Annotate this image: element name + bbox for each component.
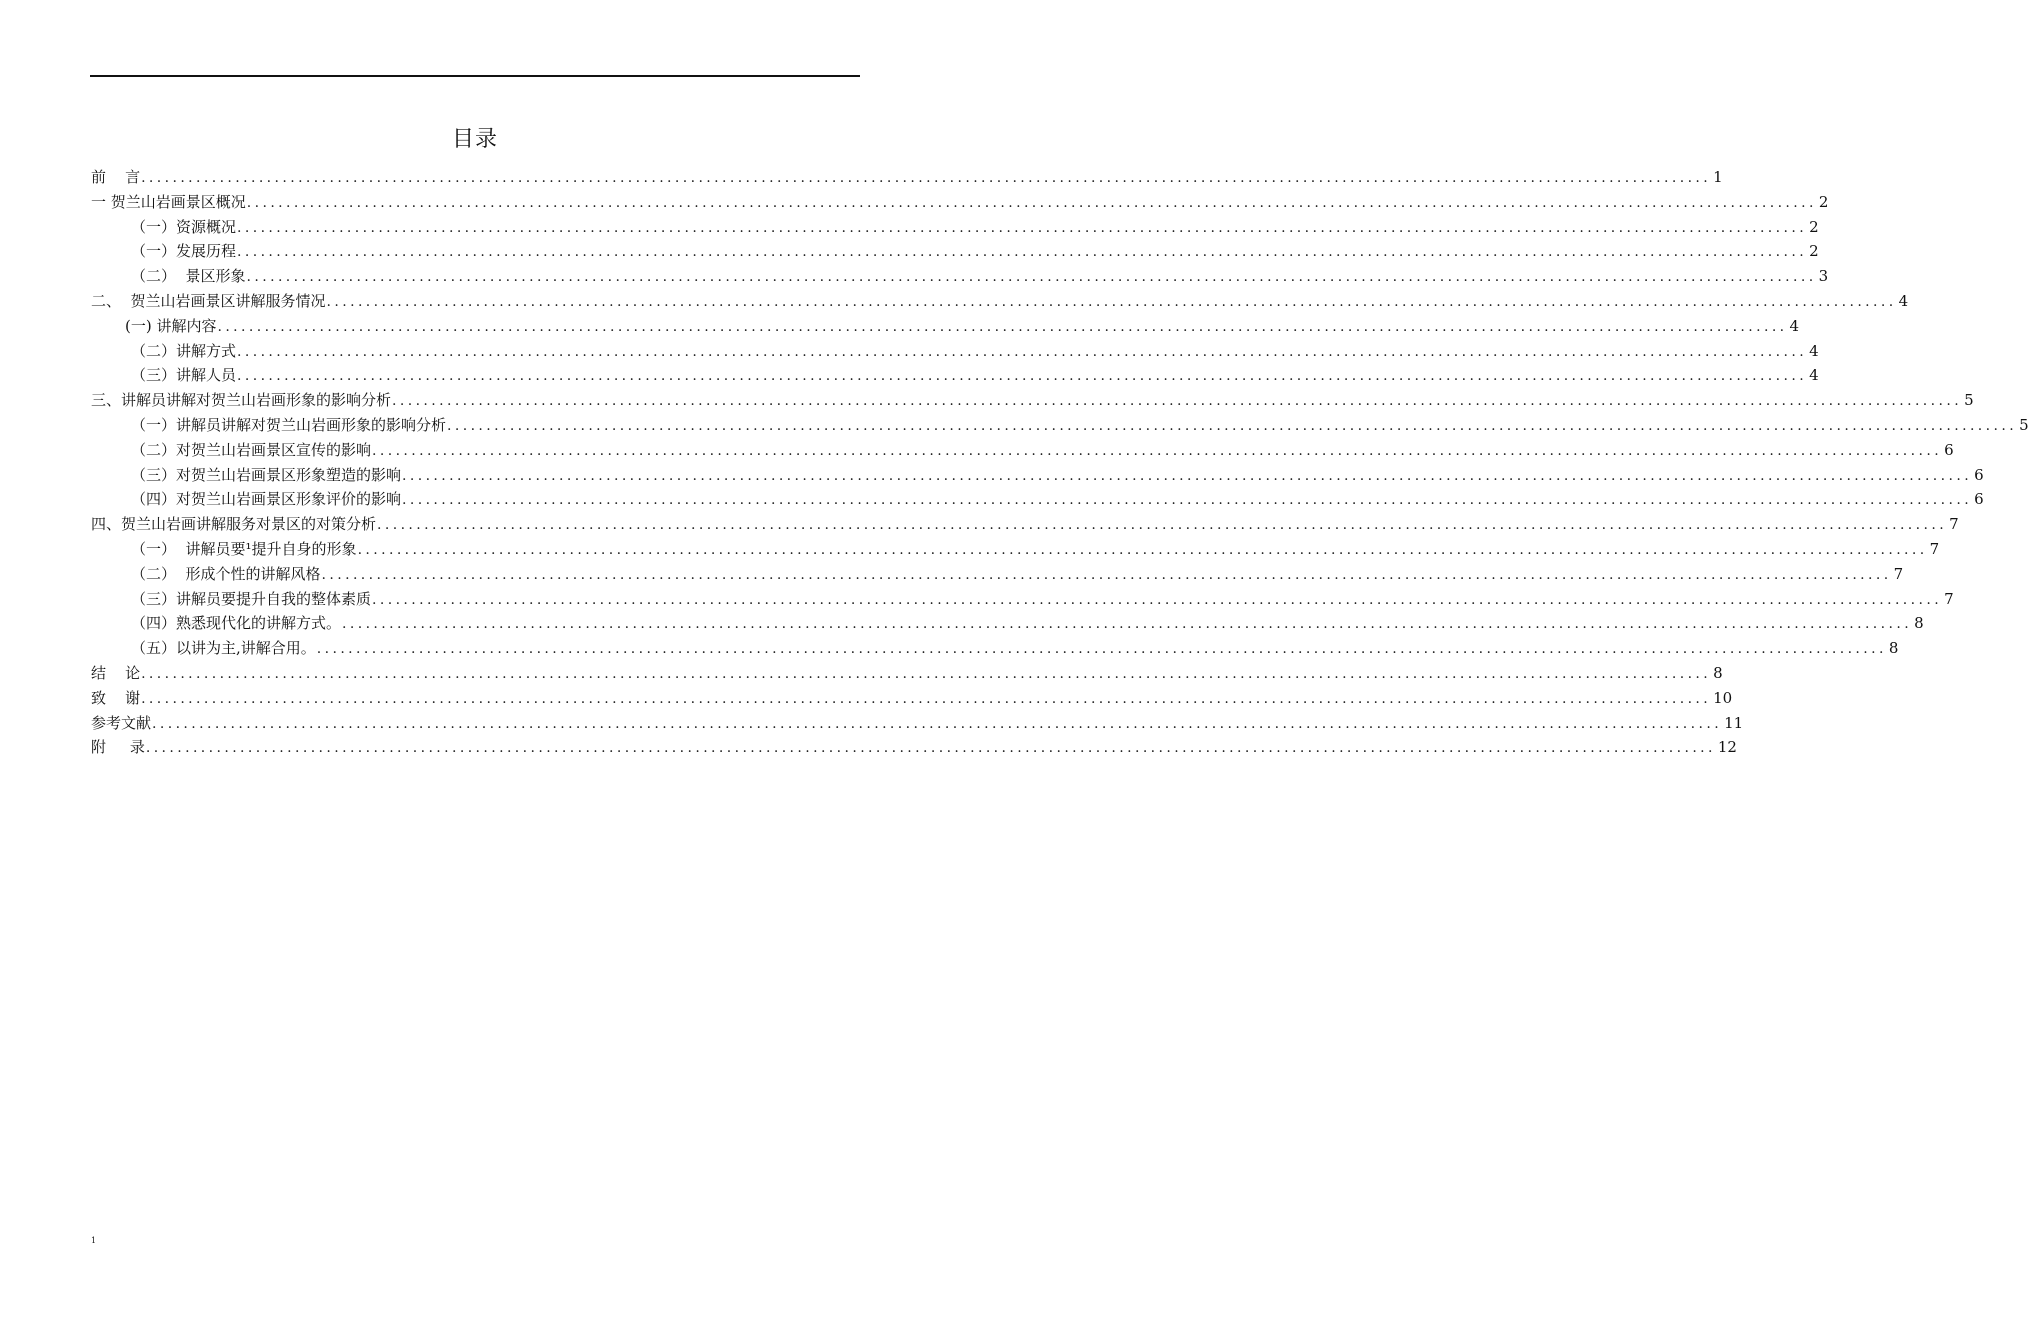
- toc-leader-dots: ........................................................................................................................................................................................................: [326, 293, 1897, 310]
- toc-entry-page: 4: [1809, 366, 1819, 385]
- toc-entry-page: 2: [1809, 242, 1819, 261]
- toc-entry-label: （一）发展历程: [131, 242, 237, 261]
- toc-entry[interactable]: [91, 165, 1723, 190]
- toc-entry-page: 8: [1914, 614, 1924, 633]
- toc-entry-page: 4: [1809, 341, 1819, 360]
- toc-entry-page: 2: [1809, 217, 1819, 236]
- header-rule: [90, 75, 860, 77]
- toc-entry-page: 12: [1717, 738, 1737, 757]
- toc-entry-label: 二、 贺兰山岩画景区讲解服务情况: [91, 291, 326, 310]
- toc-entry-label: 一 贺兰山岩画景区概况: [91, 192, 246, 211]
- toc-entry-page: 6: [1974, 490, 1984, 509]
- toc-entry[interactable]: [91, 487, 1984, 512]
- toc-entry[interactable]: [91, 611, 1924, 636]
- toc-leader-dots: ........................................................................................................................................................................................................: [237, 219, 1808, 236]
- toc-entry[interactable]: [91, 537, 1940, 562]
- toc-entry[interactable]: [91, 264, 1829, 289]
- page-title: 目录: [451, 127, 498, 152]
- toc-leader-dots: ........................................................................................................................................................................................................: [217, 318, 1788, 335]
- toc-leader-dots: ........................................................................................................................................................................................................: [402, 467, 1973, 484]
- table-of-contents: [91, 165, 2029, 760]
- toc-leader-dots: ........................................................................................................................................................................................................: [402, 492, 1973, 509]
- toc-leader-dots: ........................................................................................................................................................................................................: [246, 269, 1817, 286]
- toc-entry[interactable]: [91, 363, 1819, 388]
- toc-entry[interactable]: [91, 463, 1984, 488]
- toc-entry-page: 7: [1949, 515, 1959, 534]
- toc-entry-label: （二） 形成个性的讲解风格: [131, 564, 321, 583]
- toc-entry-page: 4: [1898, 291, 1909, 310]
- toc-leader-dots: ........................................................................................................................................................................................................: [237, 343, 1808, 360]
- toc-entry-page: 6: [1944, 440, 1954, 459]
- toc-entry-label: （二）对贺兰山岩画景区宣传的影响: [131, 440, 372, 459]
- toc-leader-dots: ........................................................................................................................................................................................................: [141, 690, 1712, 707]
- toc-entry[interactable]: [91, 314, 1800, 339]
- toc-entry-label: （三）讲解员要提升自我的整体素质: [131, 589, 372, 608]
- toc-entry-label: （三）对贺兰山岩画景区形象塑造的影响: [131, 465, 402, 484]
- footnote-marker: 1: [91, 1236, 97, 1245]
- toc-entry[interactable]: [91, 735, 1737, 760]
- toc-entry[interactable]: [91, 587, 1954, 612]
- toc-entry[interactable]: [91, 438, 1954, 463]
- toc-entry-label: （二） 景区形象: [131, 267, 246, 286]
- toc-entry[interactable]: [91, 289, 1909, 314]
- toc-entry-page: 8: [1888, 639, 1899, 658]
- toc-entry-label: （一）讲解员讲解对贺兰山岩画形象的影响分析: [131, 415, 447, 434]
- toc-leader-dots: ........................................................................................................................................................................................................: [447, 417, 2018, 434]
- toc-entry[interactable]: [91, 339, 1819, 364]
- toc-leader-dots: ........................................................................................................................................................................................................: [372, 591, 1943, 608]
- toc-entry-page: 5: [2019, 415, 2029, 434]
- toc-entry-label: （三）讲解人员: [131, 366, 237, 385]
- toc-entry-page: 11: [1724, 713, 1744, 732]
- toc-leader-dots: ........................................................................................................................................................................................................: [145, 740, 1716, 757]
- toc-leader-dots: ........................................................................................................................................................................................................: [321, 566, 1892, 583]
- toc-leader-dots: ........................................................................................................................................................................................................: [237, 368, 1808, 385]
- toc-entry[interactable]: [91, 636, 1899, 661]
- toc-entry[interactable]: [91, 215, 1819, 240]
- toc-entry-page: 1: [1713, 168, 1723, 186]
- toc-leader-dots: ........................................................................................................................................................................................................: [316, 641, 1887, 658]
- toc-entry-label: （五）以讲为主,讲解合用。: [131, 639, 316, 658]
- toc-entry-label: 四、贺兰山岩画讲解服务对景区的对策分析: [91, 515, 377, 534]
- toc-entry-label: 致 谢: [91, 688, 141, 707]
- toc-entry[interactable]: [91, 413, 2029, 438]
- toc-entry-page: 10: [1713, 688, 1733, 707]
- toc-leader-dots: ........................................................................................................................................................................................................: [357, 541, 1928, 558]
- toc-entry[interactable]: [91, 512, 1959, 537]
- toc-entry-page: 7: [1893, 564, 1904, 583]
- toc-leader-dots: ........................................................................................................................................................................................................: [141, 665, 1712, 682]
- toc-entry-page: 2: [1818, 192, 1829, 211]
- toc-entry[interactable]: [91, 686, 1733, 711]
- toc-leader-dots: ........................................................................................................................................................................................................: [377, 517, 1948, 534]
- toc-entry-label: 附 录: [91, 738, 145, 757]
- toc-entry-label: （四）熟悉现代化的讲解方式。: [131, 614, 342, 633]
- toc-leader-dots: ........................................................................................................................................................................................................: [372, 442, 1943, 459]
- toc-entry-label: （二）讲解方式: [131, 341, 237, 360]
- toc-leader-dots: ........................................................................................................................................................................................................: [392, 393, 1963, 410]
- toc-entry-label: 结 论: [91, 663, 141, 682]
- toc-entry[interactable]: [91, 190, 1829, 215]
- toc-entry[interactable]: [91, 711, 1744, 736]
- toc-leader-dots: ........................................................................................................................................................................................................: [152, 715, 1723, 732]
- toc-leader-dots: ........................................................................................................................................................................................................: [237, 244, 1808, 261]
- toc-entry[interactable]: [91, 388, 1974, 413]
- toc-entry-label: 参考文献: [91, 713, 152, 732]
- toc-entry-label: （一） 讲解员要¹提升自身的形象: [131, 539, 357, 558]
- toc-leader-dots: ........................................................................................................................................................................................................: [342, 616, 1913, 633]
- toc-entry-page: 3: [1818, 267, 1829, 286]
- toc-entry-label: 三、讲解员讲解对贺兰山岩画形象的影响分析: [91, 391, 392, 410]
- toc-entry[interactable]: [91, 562, 1904, 587]
- toc-entry[interactable]: [91, 661, 1723, 686]
- toc-entry-page: 7: [1944, 589, 1954, 608]
- toc-entry-page: 6: [1974, 465, 1984, 484]
- toc-entry-label: 前 言: [91, 168, 141, 186]
- toc-entry-page: 8: [1713, 663, 1723, 682]
- toc-entry-label: （一）资源概况: [131, 217, 237, 236]
- toc-entry-label: (一) 讲解内容: [125, 316, 217, 335]
- toc-leader-dots: ........................................................................................................................................................................................................: [246, 194, 1817, 211]
- toc-entry-page: 7: [1929, 539, 1940, 558]
- toc-entry-page: 5: [1964, 391, 1974, 410]
- toc-entry-label: （四）对贺兰山岩画景区形象评价的影响: [131, 490, 402, 509]
- toc-entry[interactable]: [91, 239, 1819, 264]
- toc-entry-page: 4: [1789, 316, 1800, 335]
- toc-leader-dots: ........................................................................................................................................................................................................: [141, 170, 1712, 186]
